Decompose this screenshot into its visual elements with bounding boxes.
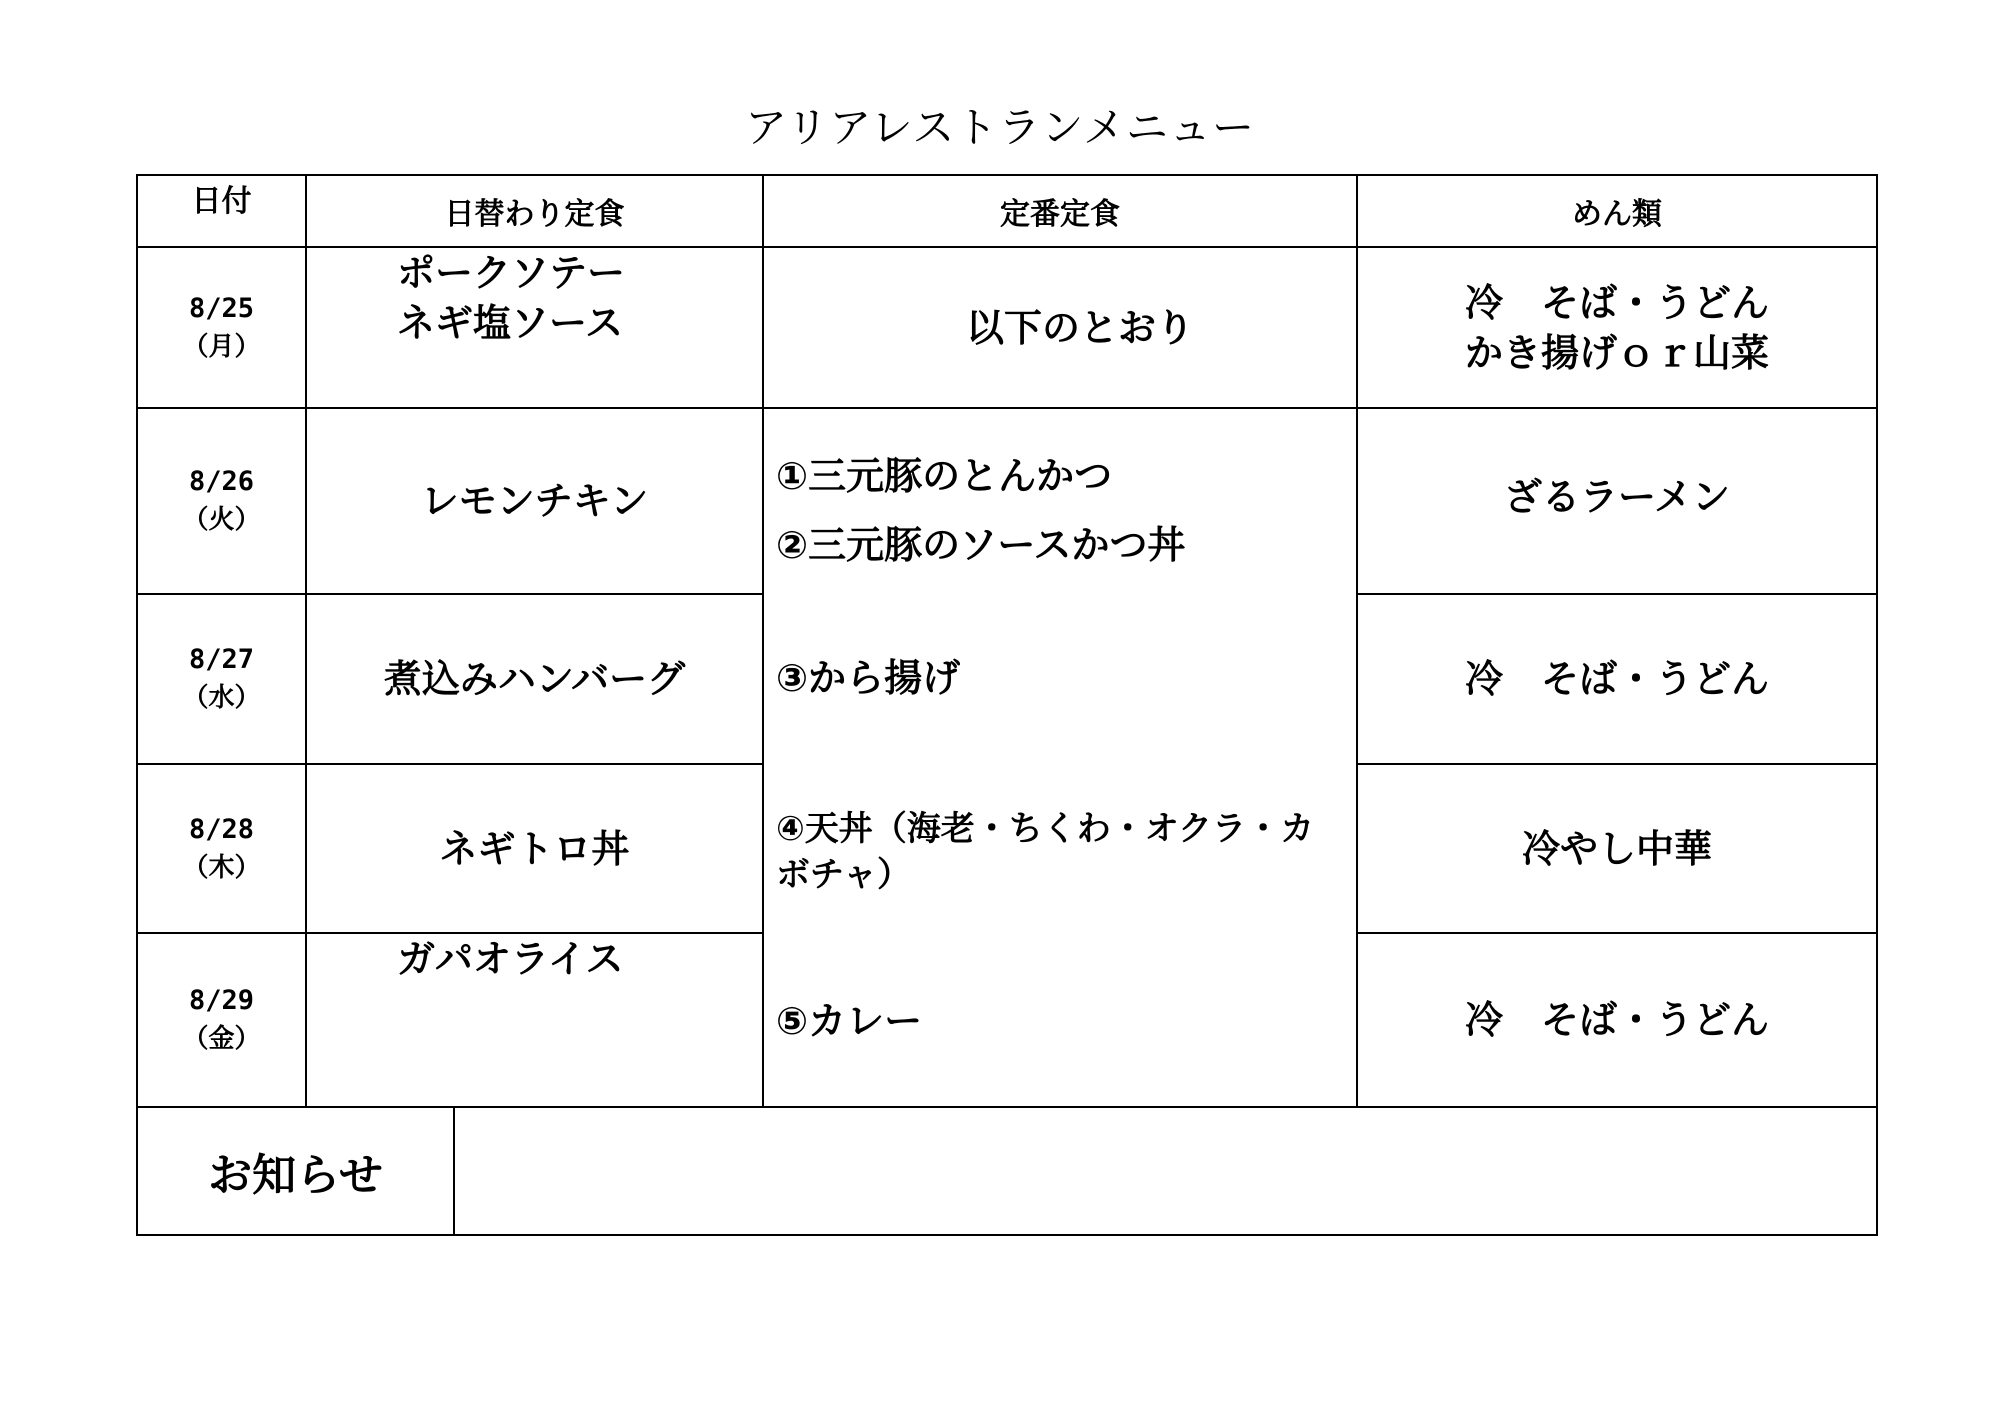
standard-item: ④天丼（海老・ちくわ・オクラ・カボチャ） — [776, 809, 1315, 895]
daily-dish-cell — [397, 934, 757, 1106]
date-cell — [138, 595, 305, 763]
notice-content — [455, 1108, 1876, 1234]
date-label: 8/26 — [188, 466, 255, 497]
weekday-label: （水） — [182, 683, 261, 713]
page-title: アリアレストランメニュー — [744, 103, 1256, 152]
noodle-dish-line: ざるラーメン — [1503, 475, 1731, 519]
daily-dish-line: レモンチキン — [420, 479, 649, 523]
table-border-right — [1876, 174, 1878, 1236]
daily-dish-cell — [307, 409, 762, 593]
daily-dish-line: ポークソテー — [397, 251, 626, 295]
daily-dish-line: ガパオライス — [397, 937, 624, 981]
weekday-label: （月） — [182, 331, 261, 362]
noodle-dish-cell — [1358, 595, 1876, 763]
noodle-dish-line: 冷やし中華 — [1521, 826, 1712, 871]
daily-dish-line: ネギトロ丼 — [439, 826, 630, 871]
date-cell — [138, 765, 305, 932]
date-cell — [138, 409, 305, 593]
noodle-dish-line: 冷 そば・うどん — [1464, 280, 1769, 325]
header-standard-set: 定番定食 — [1000, 197, 1120, 232]
weekday-label: （木） — [182, 852, 261, 883]
header-noodles: めん類 — [1572, 197, 1662, 232]
header-date: 日付 — [191, 184, 252, 219]
date-cell — [138, 934, 305, 1106]
date-cell — [138, 248, 305, 407]
table-border-top — [136, 174, 1878, 176]
noodle-dish-cell — [1358, 765, 1876, 932]
standard-item: ①三元豚のとんかつ — [776, 454, 1113, 498]
daily-dish-cell — [307, 595, 762, 763]
standard-intro: 以下のとおり — [965, 305, 1194, 350]
noodle-dish-line: 冷 そば・うどん — [1464, 657, 1769, 701]
date-label: 8/28 — [188, 813, 255, 845]
noodle-dish-cell — [1358, 934, 1876, 1106]
weekday-label: （金） — [182, 1024, 261, 1054]
standard-item: ③から揚げ — [776, 656, 961, 700]
daily-dish-cell — [397, 248, 757, 407]
header-daily-set: 日替わり定食 — [444, 197, 625, 232]
date-label: 8/25 — [188, 292, 255, 324]
daily-dish-cell — [307, 765, 762, 932]
noodle-dish-line: かき揚げｏｒ山菜 — [1464, 330, 1769, 375]
date-label: 8/27 — [188, 644, 255, 675]
weekday-label: （火） — [182, 505, 261, 535]
daily-dish-line: 煮込みハンバーグ — [383, 657, 686, 701]
noodle-dish-line: 冷 そば・うどん — [1464, 998, 1769, 1042]
table-border-bottom — [136, 1234, 1878, 1236]
date-label: 8/29 — [188, 985, 255, 1016]
noodle-dish-cell — [1358, 248, 1876, 407]
noodle-dish-cell — [1358, 409, 1876, 593]
notice-label: お知らせ — [208, 1150, 383, 1201]
standard-item: ⑤カレー — [776, 999, 923, 1043]
daily-dish-line: ネギ塩ソース — [397, 301, 624, 345]
standard-item: ②三元豚のソースかつ丼 — [776, 523, 1186, 567]
